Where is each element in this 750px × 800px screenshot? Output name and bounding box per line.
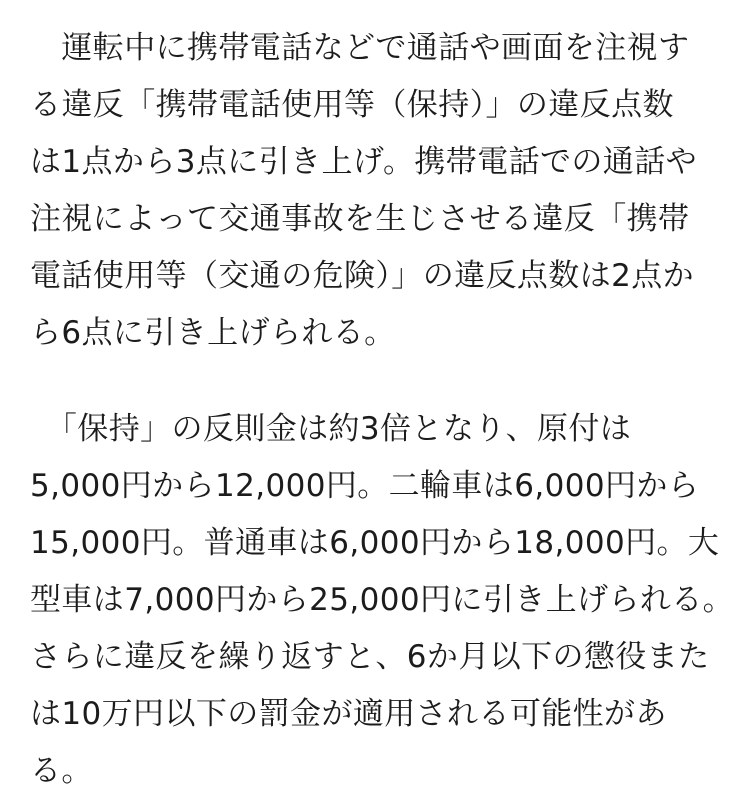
text-line: る。: [30, 753, 93, 789]
text-line: は10万円以下の罰金が適用される可能性があ: [30, 696, 667, 732]
text-line: さらに違反を繰り返すと、6か月以下の懲役また: [30, 639, 710, 675]
text-line: 5,000円から12,000円。二輪車は6,000円から: [30, 468, 700, 504]
text-line: 型車は7,000円から25,000円に引き上げられる。: [30, 582, 735, 618]
text-line: 電話使用等（交通の危険）」の違反点数は2点か: [30, 258, 695, 294]
paragraph-spacer: [30, 362, 730, 401]
article-body: [30, 20, 735, 800]
paragraph-fines: [30, 401, 735, 800]
text-line: る違反「携帯電話使用等（保持）」の違反点数: [30, 87, 674, 123]
text-line: 「保持」の反則金は約3倍となり、原付は: [30, 411, 632, 447]
text-line: 15,000円。普通車は6,000円から18,000円。大: [30, 525, 720, 561]
text-line: ら6点に引き上げられる。: [30, 315, 396, 351]
paragraph-penalty-points: [30, 20, 730, 362]
text-line: 運転中に携帯電話などで通話や画面を注視す: [30, 30, 690, 66]
text-line: 注視によって交通事故を生じさせる違反「携帯: [30, 201, 690, 237]
text-line: は1点から3点に引き上げ。携帯電話での通話や: [30, 144, 698, 180]
